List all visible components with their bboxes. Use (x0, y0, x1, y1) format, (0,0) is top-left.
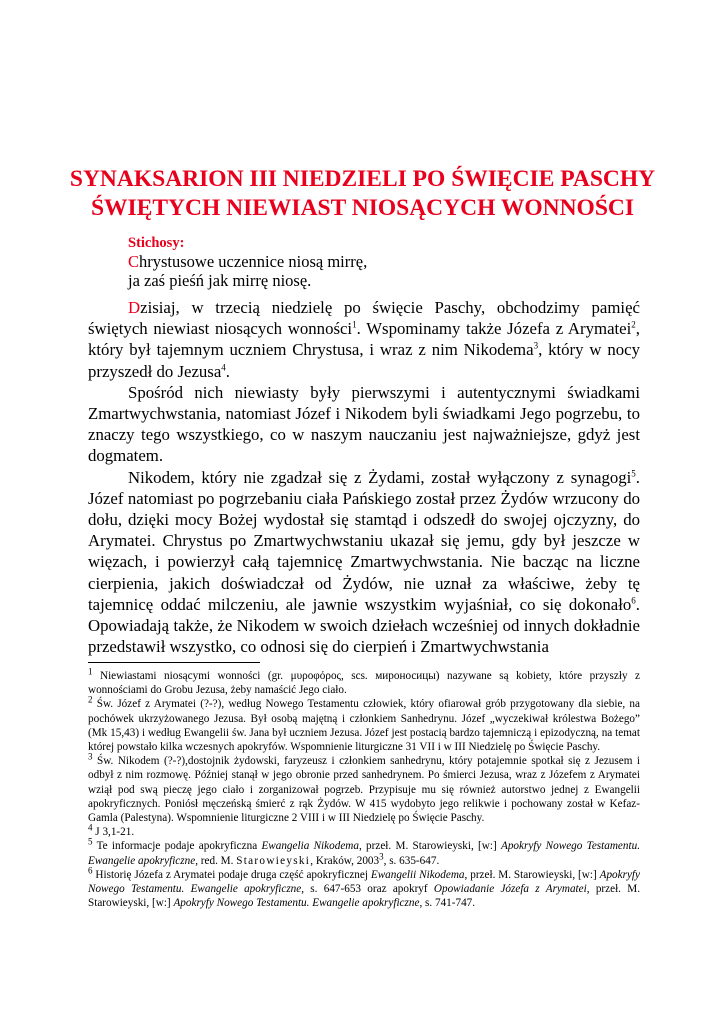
footnote-text: Św. Józef z Arymatei (?-?), według Nowego Testamentu człowiek, który ofiarował grób przygotowany dla siebie, na pochówek ukrzyżowanego Jezusa. Był osobą majętną i członkiem Sanhedrynu. Józef „wyczekiwał królestwa Bożego” (Mk 15,43) i według Ewangelii św. Jana był uczniem Jezusa. Józef jest postacią bardzo tajemniczą i epizodyczną, na temat której powstało kilka wczesnych apokryfów. Wspomnienie liturgiczne 31 VII i w III Niedzielę po Święcie Paschy. (88, 698, 640, 754)
footnote-text: , przeł. M. Starowieyski, [w:] (464, 868, 600, 881)
footnote-text: , s. 647-653 oraz apokryf (301, 883, 434, 896)
verse-red-initial: C (128, 252, 140, 271)
footnote-6 (88, 865, 640, 911)
footnote-text: , s. 635-647. (383, 854, 440, 867)
footnote-text: , Kraków, 2003 (310, 854, 380, 867)
footnote-text: , s. 741-747. (419, 897, 476, 910)
footnote-ref-3[interactable]: 3 (533, 340, 539, 351)
footnote-1 (88, 666, 640, 697)
footnote-number: 1 (88, 666, 93, 677)
footnote-author-spaced: Starowieyski (236, 854, 311, 867)
body-text (88, 297, 640, 657)
footnote-4 (88, 822, 640, 839)
paragraph-1-text-b: . Wspominamy także Józefa z Arymatei (356, 319, 632, 339)
paragraph-3-text-c: . Opowiadają także, że Nikodem w swoich dziełach wcześniej od innych dokładnie przedstawił wszystko, co odnosi się do cierpień i Zmartwychwstania (88, 594, 640, 657)
footnote-ref-1[interactable]: 1 (352, 319, 357, 330)
paragraph-1-text-d: , który w nocy przyszedł do Jezusa (88, 340, 640, 381)
footnote-title: Apokryfy Nowego Testamentu. Ewangelie apokryficzne (173, 897, 420, 910)
paragraph-1 (88, 297, 640, 382)
footnote-text: J 3,1-21. (92, 826, 135, 839)
footnote-title: Opowiadanie Józefa z Arymatei (433, 883, 587, 896)
footnote-number: 4 (88, 822, 93, 833)
footnotes (88, 666, 640, 910)
footnote-text: , przeł. M. Starowieyski, [w:] (88, 883, 640, 910)
footnote-title: Apokryfy Nowego Testamentu. Ewangelie apokryficzne (88, 840, 640, 867)
footnote-ref-6[interactable]: 6 (631, 595, 636, 606)
footnote-title: Apokryfy Nowego Testamentu. Ewangelie apokryficzne (88, 868, 640, 896)
footnote-title: Ewangelia Nikodema (261, 840, 359, 853)
footnote-ref-4[interactable]: 4 (221, 362, 226, 373)
footnote-text: , red. M. (195, 854, 237, 867)
footnote-number: 2 (88, 694, 93, 705)
footnote-text: Niewiastami niosącymi wonności (gr. μυροφόρος, scs. мироносицы) nazywane są kobiety, które przyszły z wonnościami do Grobu Jezusa, żeby namaścić Jego ciało. (88, 670, 640, 697)
stichosy-block (128, 235, 628, 290)
footnote-ref-2[interactable]: 2 (631, 319, 636, 330)
footnote-edition: 3 (379, 850, 384, 861)
footnote-number: 5 (88, 836, 93, 847)
verse-line-1 (128, 252, 628, 271)
footnote-text: Św. Nikodem (?-?),dostojnik żydowski, faryzeusz i członkiem sanhedrynu, który potajemnie spotkał się z Jezusem i odbył z nim rozmowę. Później stanął w jego obronie przed sanhedrynem. Po śmierci Jezusa, wraz z Józefem z Arymatei wziął pod swą pieczę jego ciało i zorganizował pogrzeb. Przypisuje mu się również autorstwo jednej z Ewangelii apokryficznych. Poniósł męczeńską śmierć z rąk Żydów. W 415 wydobyto jego relikwie i pochowany został w Kefaz-Gamla (Palestyna). Wspomnienie liturgiczne 2 VIII i w III Niedzielę po Święcie Paschy. (88, 755, 640, 825)
footnote-5 (88, 836, 640, 867)
title-line-1: SYNAKSARION III NIEDZIELI PO ŚWIĘCIE PASCHY (69, 166, 656, 192)
footnote-3 (88, 751, 640, 825)
stichosy-label: Stichosy: (128, 235, 185, 251)
footnote-text: Te informacje podaje apokryficzna (92, 840, 262, 853)
paragraph-3-text-a: Nikodem, który nie zgadzał się z Żydami, został wyłączony z synagogi (128, 467, 632, 487)
paragraph-1-text-c: , który był tajemnym uczniem Chrystusa, i wraz z nim Nikodema (88, 319, 640, 360)
footnote-divider (88, 662, 260, 663)
paragraph-2: Spośród nich niewiasty były pierwszymi i autentycznymi świadkami Zmartwychwstania, natomiast Józef i Nikodem byli świadkami Jego pogrzebu, to znaczy tego wszystkiego, co w naszym nauczaniu jest najważniejsze, gdyż jest dogmatem. (88, 382, 640, 466)
paragraph-red-initial: D (128, 298, 141, 317)
footnote-number: 3 (88, 751, 93, 762)
footnote-text: , przeł. M. Starowieyski, [w:] (358, 840, 501, 853)
footnote-ref-5[interactable]: 5 (631, 468, 636, 479)
title-line-2: ŚWIĘTYCH NIEWIAST NIOSĄCYCH WONNOŚCI (90, 195, 635, 221)
paragraph-3-text-b: . Józef natomiast po pogrzebaniu ciała Pańskiego został przez Żydów wrzucony do dołu, dzięki mocy Bożej wydostał się stamtąd i odszedł do swojej ojczyzny, do Arymatei. Chrystus po Zmartwychwstaniu ukazał się jemu, gdy był jeszcze w więzach, i powierzył całą tajemnicę Zmartwychwstania. Nie bacząc na liczne cierpienia, jakich doświadczał od Żydów, nie uznał za właściwe, żeby tę tajemnicę oddać milczeniu, ale jawnie wszystkim wyjaśniał, co się dokonało (88, 467, 640, 614)
verse-line-1-text: hrystusowe uczennice niosą mirrę, (139, 252, 368, 271)
footnote-title: Ewangelii Nikodema (370, 868, 465, 881)
footnote-number: 6 (88, 865, 93, 876)
paragraph-3 (88, 467, 640, 658)
footnote-text: Historię Józefa z Arymatei podaje druga część apokryficznej (92, 868, 371, 881)
page-title (60, 165, 665, 223)
paragraph-1-text-e: . (225, 361, 230, 381)
footnote-2 (88, 694, 640, 754)
verse-line-2: ja zaś pieśń jak mirrę niosę. (128, 271, 312, 290)
paragraph-1-text-a: zisiaj, w trzecią niedzielę po święcie Paschy, obchodzimy pamięć świętych niewiast niosących wonności (88, 298, 640, 339)
